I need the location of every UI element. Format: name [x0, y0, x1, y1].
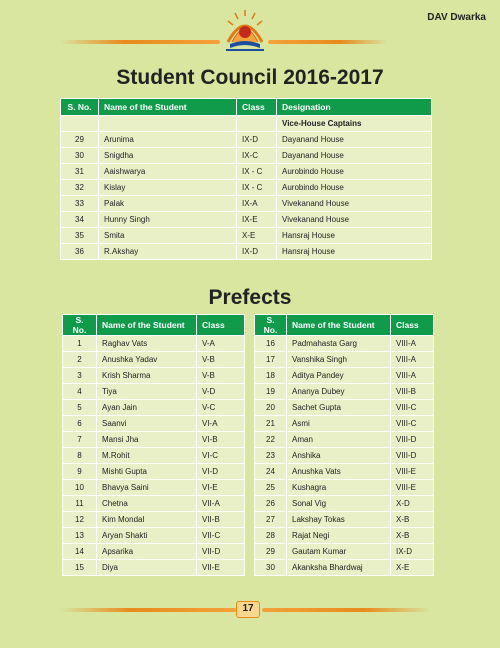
cell-name: Aryan Shakti: [97, 528, 197, 544]
cell-sno: 29: [255, 544, 287, 560]
cell-sno: 31: [61, 164, 99, 180]
cell-sno: 34: [61, 212, 99, 228]
table-row: [63, 448, 245, 464]
cell-name: Kushagra: [287, 480, 391, 496]
table-row: [255, 560, 434, 576]
cell-class: VII-B: [197, 512, 245, 528]
section-row: [61, 116, 432, 132]
cell-class: X-B: [391, 512, 434, 528]
prefects-table-left: [62, 314, 245, 576]
cell-sno: 21: [255, 416, 287, 432]
footer-rule-right: [262, 608, 432, 612]
cell-sno: 12: [63, 512, 97, 528]
cell-name: Palak: [99, 196, 237, 212]
cell-name: Apsarika: [97, 544, 197, 560]
cell-name: Kim Mondal: [97, 512, 197, 528]
cell-class: V-B: [197, 368, 245, 384]
cell-sno: 26: [255, 496, 287, 512]
cell-sno: 3: [63, 368, 97, 384]
cell-name: Aman: [287, 432, 391, 448]
cell-sno: 23: [255, 448, 287, 464]
cell-name: Bhavya Saini: [97, 480, 197, 496]
cell-class: VIII-E: [391, 480, 434, 496]
table-row: [61, 228, 432, 244]
cell-name: Saanvi: [97, 416, 197, 432]
cell-name: Chetna: [97, 496, 197, 512]
table-row: [63, 528, 245, 544]
cell-name: Asmi: [287, 416, 391, 432]
council-title: Student Council 2016-2017: [116, 66, 384, 89]
cell-sno: 10: [63, 480, 97, 496]
cell-class: IX-C: [237, 148, 277, 164]
cell-name: Anushka Yadav: [97, 352, 197, 368]
cell-name: Aditya Pandey: [287, 368, 391, 384]
cell-designation: Dayanand House: [277, 148, 432, 164]
cell-name: Ayan Jain: [97, 400, 197, 416]
prefects-right-header-row: [255, 315, 434, 336]
cell-sno: 16: [255, 336, 287, 352]
cell-sno: 36: [61, 244, 99, 260]
cell-name: Anushka Vats: [287, 464, 391, 480]
cell-sno: 18: [255, 368, 287, 384]
cell-name: Akanksha Bhardwaj: [287, 560, 391, 576]
page-number: 17: [236, 601, 260, 618]
cell-name: Mishti Gupta: [97, 464, 197, 480]
cell-class: VIII-D: [391, 448, 434, 464]
table-row: [255, 400, 434, 416]
table-row: [63, 384, 245, 400]
table-row: [255, 528, 434, 544]
cell-sno: 22: [255, 432, 287, 448]
table-row: [63, 352, 245, 368]
table-row: [61, 244, 432, 260]
cell-name: Aaishwarya: [99, 164, 237, 180]
cell-sno: 27: [255, 512, 287, 528]
cell-class: VII-D: [197, 544, 245, 560]
cell-class: VI-A: [197, 416, 245, 432]
col-sno: S. No.: [63, 315, 97, 336]
cell-sno: 29: [61, 132, 99, 148]
table-row: [63, 368, 245, 384]
cell-class: V-B: [197, 352, 245, 368]
cell-class: VIII-D: [391, 432, 434, 448]
cell-name: Lakshay Tokas: [287, 512, 391, 528]
cell-name: Gautam Kumar: [287, 544, 391, 560]
table-row: [255, 416, 434, 432]
cell-designation: Aurobindo House: [277, 164, 432, 180]
page-header: [0, 0, 500, 62]
school-logo: [220, 8, 270, 56]
table-row: [255, 352, 434, 368]
cell-class: VIII-A: [391, 352, 434, 368]
table-row: [255, 448, 434, 464]
cell-name: Hunny Singh: [99, 212, 237, 228]
col-class: Class: [237, 99, 277, 116]
cell-name: Anshika: [287, 448, 391, 464]
table-row: [255, 512, 434, 528]
col-sno: S. No.: [61, 99, 99, 116]
cell-class: VI-D: [197, 464, 245, 480]
cell-sno: 25: [255, 480, 287, 496]
cell-name: Mansi Jha: [97, 432, 197, 448]
cell-class: X-D: [391, 496, 434, 512]
cell-class: X-E: [391, 560, 434, 576]
cell-class: IX-D: [237, 132, 277, 148]
cell-class: X-B: [391, 528, 434, 544]
cell-class: VI-E: [197, 480, 245, 496]
cell-sno: 17: [255, 352, 287, 368]
table-row: [63, 416, 245, 432]
table-row: [255, 336, 434, 352]
cell-class: VII-E: [197, 560, 245, 576]
cell-class: VIII-C: [391, 416, 434, 432]
table-row: [255, 480, 434, 496]
table-row: [61, 148, 432, 164]
cell-class: VI-C: [197, 448, 245, 464]
table-row: [63, 544, 245, 560]
table-row: [63, 336, 245, 352]
table-row: [63, 480, 245, 496]
col-name: Name of the Student: [287, 315, 391, 336]
cell-name: R.Akshay: [99, 244, 237, 260]
col-class: Class: [391, 315, 434, 336]
cell-class: X-E: [237, 228, 277, 244]
cell-sno: 1: [63, 336, 97, 352]
col-class: Class: [197, 315, 245, 336]
cell-class: VII-A: [197, 496, 245, 512]
cell-class: IX-D: [391, 544, 434, 560]
prefects-title: Prefects: [208, 286, 292, 309]
cell-name: Ananya Dubey: [287, 384, 391, 400]
cell-sno: 11: [63, 496, 97, 512]
cell-class: VII-C: [197, 528, 245, 544]
cell-name: Tiya: [97, 384, 197, 400]
cell-designation: Aurobindo House: [277, 180, 432, 196]
cell-sno: 32: [61, 180, 99, 196]
prefects-table-right: [254, 314, 434, 576]
cell-designation: Dayanand House: [277, 132, 432, 148]
table-row: [63, 560, 245, 576]
cell-sno: 35: [61, 228, 99, 244]
prefects-left-header-row: [63, 315, 245, 336]
table-row: [255, 544, 434, 560]
cell-sno: 8: [63, 448, 97, 464]
cell-sno: 19: [255, 384, 287, 400]
cell-class: VIII-E: [391, 464, 434, 480]
cell-sno: 2: [63, 352, 97, 368]
table-row: [255, 432, 434, 448]
cell-sno: 4: [63, 384, 97, 400]
cell-name: Sachet Gupta: [287, 400, 391, 416]
council-table: [60, 98, 432, 260]
cell-name: Snigdha: [99, 148, 237, 164]
cell-sno: 24: [255, 464, 287, 480]
cell-sno: 5: [63, 400, 97, 416]
cell-class: IX-A: [237, 196, 277, 212]
cell-class: VIII-A: [391, 368, 434, 384]
cell-designation: Hansraj House: [277, 244, 432, 260]
cell-class: IX-E: [237, 212, 277, 228]
cell-class: IX-D: [237, 244, 277, 260]
cell-class: IX - C: [237, 180, 277, 196]
cell-name: Smita: [99, 228, 237, 244]
table-row: [63, 464, 245, 480]
cell-name: Kislay: [99, 180, 237, 196]
cell-class: VIII-B: [391, 384, 434, 400]
col-sno: S. No.: [255, 315, 287, 336]
cell-sno: 33: [61, 196, 99, 212]
cell-designation: Hansraj House: [277, 228, 432, 244]
cell-class: IX - C: [237, 164, 277, 180]
col-name: Name of the Student: [97, 315, 197, 336]
cell-name: Diya: [97, 560, 197, 576]
table-row: [63, 400, 245, 416]
table-row: [63, 496, 245, 512]
table-row: [61, 132, 432, 148]
cell-sno: 7: [63, 432, 97, 448]
cell-name: Arunima: [99, 132, 237, 148]
cell-sno: 20: [255, 400, 287, 416]
header-rule-right: [268, 40, 388, 44]
cell-class: VIII-C: [391, 400, 434, 416]
table-row: [61, 196, 432, 212]
table-row: [255, 384, 434, 400]
section-label: Vice-House Captains: [277, 116, 432, 132]
table-row: [255, 368, 434, 384]
cell-designation: Vivekanand House: [277, 212, 432, 228]
cell-name: Raghav Vats: [97, 336, 197, 352]
footer-rule-left: [60, 608, 236, 612]
cell-sno: 9: [63, 464, 97, 480]
col-name: Name of the Student: [99, 99, 237, 116]
cell-name: M.Rohit: [97, 448, 197, 464]
table-row: [63, 512, 245, 528]
cell-designation: Vivekanand House: [277, 196, 432, 212]
col-designation: Designation: [277, 99, 432, 116]
table-row: [61, 164, 432, 180]
cell-sno: 14: [63, 544, 97, 560]
council-header-row: [61, 99, 432, 116]
cell-sno: 30: [255, 560, 287, 576]
cell-name: Sonal Vig: [287, 496, 391, 512]
cell-sno: 13: [63, 528, 97, 544]
table-row: [63, 432, 245, 448]
cell-sno: 6: [63, 416, 97, 432]
cell-sno: 30: [61, 148, 99, 164]
cell-sno: 28: [255, 528, 287, 544]
cell-class: VIII-A: [391, 336, 434, 352]
cell-class: V-D: [197, 384, 245, 400]
cell-name: Padmahasta Garg: [287, 336, 391, 352]
cell-sno: 15: [63, 560, 97, 576]
cell-class: V-A: [197, 336, 245, 352]
cell-name: Krish Sharma: [97, 368, 197, 384]
cell-class: V-C: [197, 400, 245, 416]
table-row: [61, 180, 432, 196]
table-row: [61, 212, 432, 228]
table-row: [255, 464, 434, 480]
school-name: DAV Dwarka: [427, 12, 486, 23]
cell-name: Rajat Negi: [287, 528, 391, 544]
cell-name: Vanshika Singh: [287, 352, 391, 368]
table-row: [255, 496, 434, 512]
cell-class: VI-B: [197, 432, 245, 448]
header-rule-left: [60, 40, 220, 44]
